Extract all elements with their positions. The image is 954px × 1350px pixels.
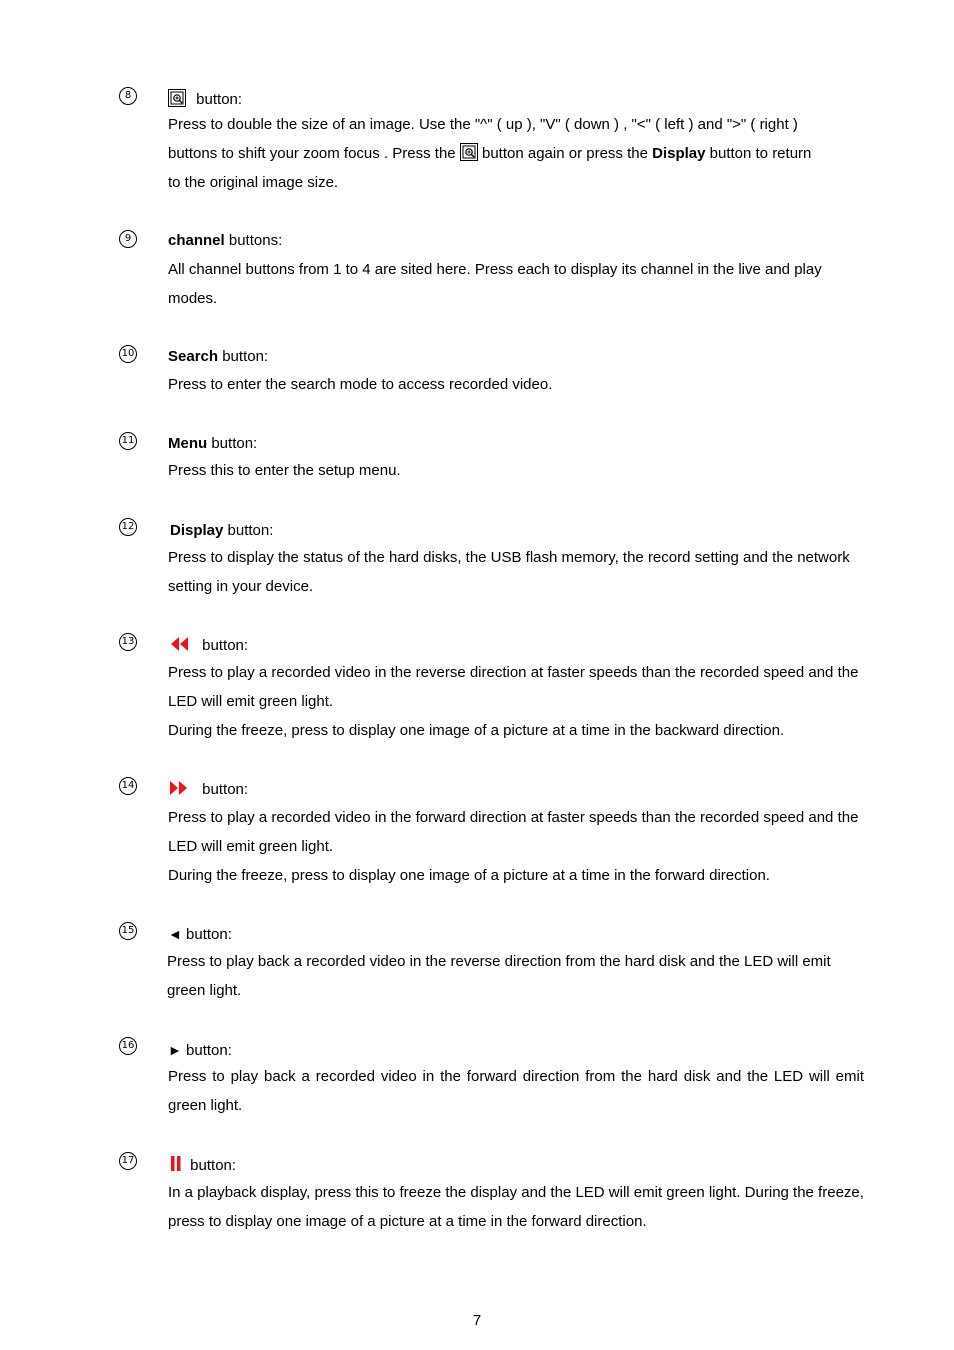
heading-suffix: button: [196, 91, 243, 108]
item-heading [168, 89, 242, 109]
item-body [168, 370, 864, 399]
forward-play-icon: ► [168, 1042, 182, 1058]
item-body [168, 803, 864, 890]
body-line-2 [168, 139, 864, 168]
fast-forward-icon [168, 780, 190, 801]
item-heading [168, 1041, 232, 1060]
body-text: Press to display the status of the hard disks, the USB flash memory, the record setting and the network setting in your device. [168, 549, 850, 595]
body-text: All channel buttons from 1 to 4 are sited here. Press each to display its channel in the live and play modes. [168, 261, 822, 307]
body-line-1: Press to double the size of an image. Use the "^" ( up ), "V" ( down ) , "<" ( left ) and ">" ( right ) [168, 116, 798, 133]
zoom-icon [460, 143, 478, 161]
item-body [168, 543, 864, 601]
body-text: button again or press the [481, 145, 648, 162]
item-heading [168, 925, 232, 944]
item-number: 10 [119, 345, 137, 363]
item-number: 13 [119, 633, 137, 651]
item-body [167, 947, 863, 1005]
heading-suffix: button: [190, 1157, 237, 1174]
heading-suffix: button: [186, 1042, 232, 1059]
item-number: 15 [119, 922, 137, 940]
item-number: 17 [119, 1152, 137, 1170]
item-number: 11 [119, 432, 137, 450]
item-heading [168, 636, 248, 657]
body-text: Press to enter the search mode to access recorded video. [168, 376, 553, 393]
item-number: 12 [119, 518, 137, 536]
item-body [168, 1062, 864, 1120]
body-line-3: to the original image size. [168, 174, 339, 191]
item-heading [168, 1156, 236, 1177]
heading-suffix: button: [202, 637, 249, 654]
zoom-icon [168, 89, 186, 107]
item-number: 16 [119, 1037, 137, 1055]
body-text: buttons to shift your zoom focus . Press the [168, 145, 456, 162]
item-body [168, 110, 864, 197]
item-body [168, 1178, 864, 1236]
item-body [168, 658, 864, 745]
body-text: Press to play a recorded video in the forward direction at faster speeds than the recorded speed and the LED will emit green light. [168, 809, 859, 855]
heading-bold: Display [170, 522, 224, 539]
item-heading [170, 522, 273, 540]
heading-bold: Search [168, 348, 219, 365]
heading-suffix: buttons: [228, 232, 283, 249]
item-body [168, 255, 864, 313]
item-heading [168, 435, 257, 453]
body-text: Press this to enter the setup menu. [168, 462, 401, 479]
item-number: 14 [119, 777, 137, 795]
heading-suffix: button: [211, 435, 258, 452]
body-text: Press to play back a recorded video in the reverse direction from the hard disk and the LED will emit green light. [167, 953, 831, 999]
heading-bold: Menu [168, 435, 208, 452]
reverse-play-icon: ◄ [168, 926, 182, 942]
item-number: 9 [119, 230, 137, 248]
body-text: button to return [709, 145, 812, 162]
heading-suffix: button: [227, 522, 274, 539]
page-number: 7 [472, 1312, 482, 1329]
body-bold: Display [652, 145, 706, 162]
body-text: In a playback display, press this to freeze the display and the LED will emit green light. During the freeze, press to display one image of a picture at a time in the forward direction. [168, 1184, 864, 1230]
body-text: Press to play back a recorded video in the forward direction from the hard disk and the LED will emit green light. [168, 1068, 864, 1114]
item-body [168, 456, 864, 485]
heading-suffix: button: [186, 926, 232, 943]
heading-suffix: button: [222, 348, 269, 365]
item-heading [168, 780, 248, 801]
body-text-2: During the freeze, press to display one image of a picture at a time in the backward direction. [168, 722, 785, 739]
pause-icon [168, 1156, 182, 1177]
body-text-2: During the freeze, press to display one image of a picture at a time in the forward direction. [168, 867, 770, 884]
item-heading [168, 348, 268, 366]
rewind-icon [168, 636, 190, 657]
heading-bold: channel [168, 232, 225, 249]
heading-suffix: button: [202, 781, 249, 798]
body-text: Press to play a recorded video in the reverse direction at faster speeds than the recorded speed and the LED will emit green light. [168, 664, 859, 710]
item-number: 8 [119, 87, 137, 105]
item-heading [168, 232, 282, 250]
